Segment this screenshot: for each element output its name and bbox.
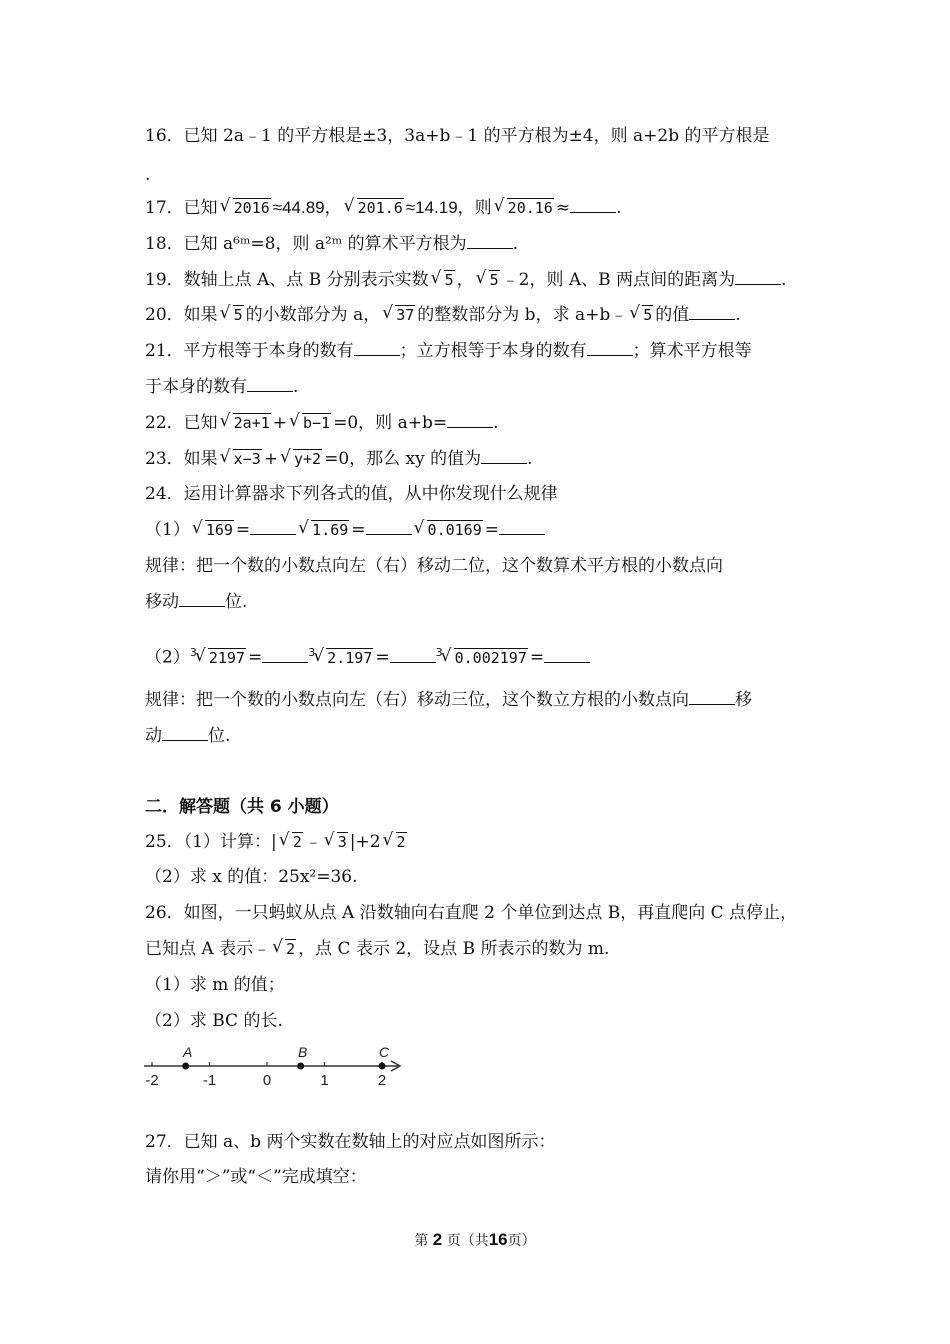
cube-root-index: 3: [189, 646, 197, 659]
q26-b-suffix: ，点 C 表示 2，设点 B 所表示的数为 m.: [298, 939, 610, 959]
radicand: 0.0169: [427, 521, 482, 539]
cbrt-2-197: [313, 646, 373, 670]
answer-blank: [162, 724, 208, 741]
q20-mid1: 的小数部分为 a，: [245, 305, 381, 325]
number-line-tick-label: -1: [202, 1072, 217, 1089]
sqrt-169: [192, 518, 234, 542]
sqrt-5: [629, 303, 653, 327]
radicand: 2: [292, 833, 302, 851]
q25-suffix: |+2: [349, 832, 381, 852]
radicand: 5: [233, 306, 243, 324]
number-line-tick-label: -2: [145, 1072, 159, 1089]
sqrt-b-minus-1: [289, 411, 331, 435]
radicand: 2: [286, 940, 296, 958]
q26-1-text: （1）求 m 的值；: [145, 975, 285, 995]
question-17: [145, 196, 621, 220]
cube-root-index: 3: [435, 646, 443, 659]
question-18: [145, 232, 518, 256]
sqrt-2a-plus-1: [220, 411, 271, 435]
radicand: 2197: [208, 648, 245, 667]
radicand: 37: [396, 306, 415, 324]
answer-blank: [390, 646, 436, 663]
q21-part4: 于本身的数有: [145, 377, 247, 397]
section-heading: [145, 795, 339, 819]
number-line-tick-label: 0: [262, 1072, 272, 1089]
q22-mid: +: [272, 413, 288, 433]
answer-blank: [262, 646, 308, 663]
q24-text: 24．运用计算器求下列各式的值，从中你发现什么规律: [145, 484, 558, 504]
sqrt-1-69: [298, 518, 349, 542]
question-23: [145, 447, 533, 471]
q23-mid: +: [263, 449, 278, 469]
number-line-tick-label: 1: [320, 1072, 329, 1089]
q24-rule2-cont: [145, 724, 230, 748]
rule1-text: 规律：把一个数的小数点向左（右）移动二位，这个数算术平方根的小数点向: [145, 556, 723, 576]
number-line-point: [297, 1063, 304, 1070]
q17-prefix: 17．已知: [145, 198, 218, 218]
q24-2-label: （2）: [145, 647, 190, 668]
radicand: 2a+1: [233, 414, 270, 432]
answer-blank: [499, 518, 545, 535]
footer-pre: 第: [414, 1233, 429, 1249]
q25-prefix: 25．（1）计算：|: [145, 832, 277, 852]
equals: =: [375, 647, 390, 668]
radicand: 20.16: [507, 199, 553, 217]
q16-end: .: [145, 165, 151, 185]
answer-blank: [354, 339, 400, 356]
question-26-part1: [145, 973, 285, 997]
question-16: [145, 124, 770, 148]
radicand: 2016: [233, 199, 270, 217]
radicand: 169: [205, 521, 233, 539]
cbrt-0-002197: [441, 646, 528, 670]
question-19: [145, 268, 787, 292]
question-26: [145, 901, 797, 925]
q27-b-text: 请你用“＞”或“＜”完成填空：: [145, 1167, 367, 1187]
equals: =: [247, 647, 263, 668]
q19-end: .: [781, 270, 787, 290]
q21-part3: ；算术平方根等: [632, 341, 752, 361]
rule1-b: 移动: [145, 592, 179, 612]
q23-prefix: 23．如果: [145, 449, 218, 469]
q19-mid: ，: [456, 270, 474, 290]
q17-end: .: [616, 198, 622, 218]
answer-blank: [481, 447, 527, 464]
q23-end: .: [527, 449, 533, 469]
question-22: [145, 411, 499, 435]
q21-part2: ；立方根等于本身的数有: [399, 341, 587, 361]
q18-end: .: [512, 234, 519, 254]
sqrt-5: [431, 268, 455, 292]
q25-mid: ﹣: [304, 832, 322, 852]
answer-blank: [544, 646, 590, 663]
number-line-point: [182, 1063, 189, 1070]
radicand: 1.69: [312, 521, 349, 539]
sqrt-2: [279, 830, 303, 854]
question-20: [145, 303, 741, 327]
sqrt-20-16: [494, 196, 554, 220]
equals: =: [484, 520, 499, 540]
q22-suffix: =0，则 a+b=: [333, 413, 448, 433]
q24-rule1: [145, 554, 723, 578]
radicand: y+2: [293, 450, 322, 468]
question-25-part2: [145, 865, 358, 889]
q19-suffix: ﹣2，则 A、B 两点间的距离为: [501, 270, 736, 290]
sqrt-x-minus-3: [220, 447, 262, 471]
question-24-part2: [145, 641, 590, 670]
sqrt-2016: [220, 196, 271, 220]
question-26-cont: [145, 937, 609, 961]
q20-mid2: 的整数部分为 b，求 a+b﹣: [417, 305, 628, 325]
answer-blank: [247, 375, 293, 392]
q20-suffix: 的值: [655, 305, 690, 325]
rule1-c: 位.: [225, 592, 248, 612]
footer-total-pages: 16: [488, 1230, 508, 1249]
q26-2-text: （2）求 BC 的长.: [145, 1011, 283, 1031]
equals: =: [351, 520, 366, 540]
question-24-part1: [145, 518, 545, 542]
question-21: [145, 339, 752, 363]
radicand: x−3: [233, 450, 261, 468]
cube-root-index: 3: [308, 646, 316, 659]
q20-end: .: [735, 305, 741, 325]
answer-blank: [250, 518, 296, 535]
number-line-figure: [140, 1040, 410, 1092]
sqrt-37: [382, 303, 415, 327]
radicand: 5: [489, 271, 499, 289]
section2-title: 二．解答题（共 6 小题）: [145, 797, 339, 817]
q23-suffix: =0，那么 xy 的值为: [324, 449, 482, 469]
rule2-text: 规律：把一个数的小数点向左（右）移动三位，这个数立方根的小数点向: [145, 690, 689, 710]
question-27: [145, 1130, 555, 1154]
number-line-point-label: A: [183, 1044, 193, 1060]
q26-text: 26．如图，一只蚂蚁从点 A 沿数轴向右直爬 2 个单位到达点 B，再直爬向 C 点停止，: [145, 903, 798, 923]
question-16-end: [145, 163, 150, 187]
q25-2-text: （2）求 x 的值：25x²=36.: [145, 867, 358, 887]
answer-blank: [447, 411, 493, 428]
q17-suffix: ≈: [555, 198, 571, 218]
footer-post: 页）: [507, 1233, 536, 1249]
number-line-tick-label: 2: [377, 1072, 387, 1089]
q27-text: 27．已知 a、b 两个实数在数轴上的对应点如图所示：: [145, 1132, 556, 1152]
sqrt-3: [324, 830, 348, 854]
sqrt-0-0169: [414, 518, 483, 542]
q18-text: 18．已知 a⁶ᵐ=8，则 a²ᵐ 的算术平方根为: [145, 234, 467, 254]
radicand: 3: [337, 833, 347, 851]
radicand: 5: [444, 271, 454, 289]
answer-blank: [570, 196, 616, 213]
equals: =: [235, 520, 251, 540]
question-26-part2: [145, 1009, 283, 1033]
q24-rule1-cont: [145, 590, 247, 614]
equals: =: [529, 647, 545, 668]
sqrt-2: [383, 830, 407, 854]
q20-prefix: 20．如果: [145, 305, 218, 325]
q17-mid2: ≈14.19，则: [405, 198, 492, 217]
answer-blank: [467, 232, 513, 249]
q24-rule2: [145, 688, 752, 712]
sqrt-201-6: [344, 196, 404, 220]
radicand: b−1: [303, 414, 331, 432]
question-24: [145, 482, 558, 506]
number-line-point-label: B: [298, 1044, 308, 1060]
answer-blank: [366, 518, 412, 535]
answer-blank: [587, 339, 633, 356]
radicand: 0.002197: [454, 648, 527, 667]
radicand: 2.197: [327, 648, 373, 667]
footer-page-number: 2: [432, 1230, 443, 1249]
radicand: 5: [643, 306, 653, 324]
number-line-point-label: C: [378, 1044, 390, 1060]
q17-mid1: ≈44.89，: [272, 198, 342, 217]
rule2-c: 动: [145, 726, 162, 746]
question-25: [145, 830, 409, 854]
sqrt-y-plus-2: [280, 447, 322, 471]
answer-blank: [689, 688, 735, 705]
q21-part1: 21．平方根等于本身的数有: [145, 341, 354, 361]
sqrt-2: [272, 937, 296, 961]
page-footer: [0, 1230, 950, 1250]
rule2-b: 移: [735, 690, 752, 710]
q24-1-label: （1）: [145, 520, 190, 540]
radicand: 2: [396, 833, 406, 851]
sqrt-5: [220, 303, 244, 327]
q26-b-prefix: 已知点 A 表示﹣: [145, 939, 271, 959]
q22-end: .: [493, 413, 499, 433]
rule2-d: 位.: [208, 726, 231, 746]
question-27-cont: [145, 1165, 367, 1189]
radicand: 201.6: [357, 199, 403, 217]
footer-mid: 页（共: [446, 1233, 489, 1249]
number-line-point: [379, 1063, 386, 1070]
answer-blank: [689, 303, 735, 320]
q21-end: .: [293, 377, 299, 397]
q16-text: 16．已知 2a﹣1 的平方根是±3，3a+b﹣1 的平方根为±4，则 a+2b 的平方根是: [145, 126, 770, 146]
cbrt-2197: [195, 646, 246, 670]
q22-prefix: 22．已知: [145, 413, 218, 433]
answer-blank: [179, 590, 225, 607]
q19-prefix: 19．数轴上点 A、点 B 分别表示实数: [145, 270, 429, 290]
question-21-cont: [145, 375, 298, 399]
sqrt-5: [476, 268, 500, 292]
answer-blank: [735, 268, 781, 285]
